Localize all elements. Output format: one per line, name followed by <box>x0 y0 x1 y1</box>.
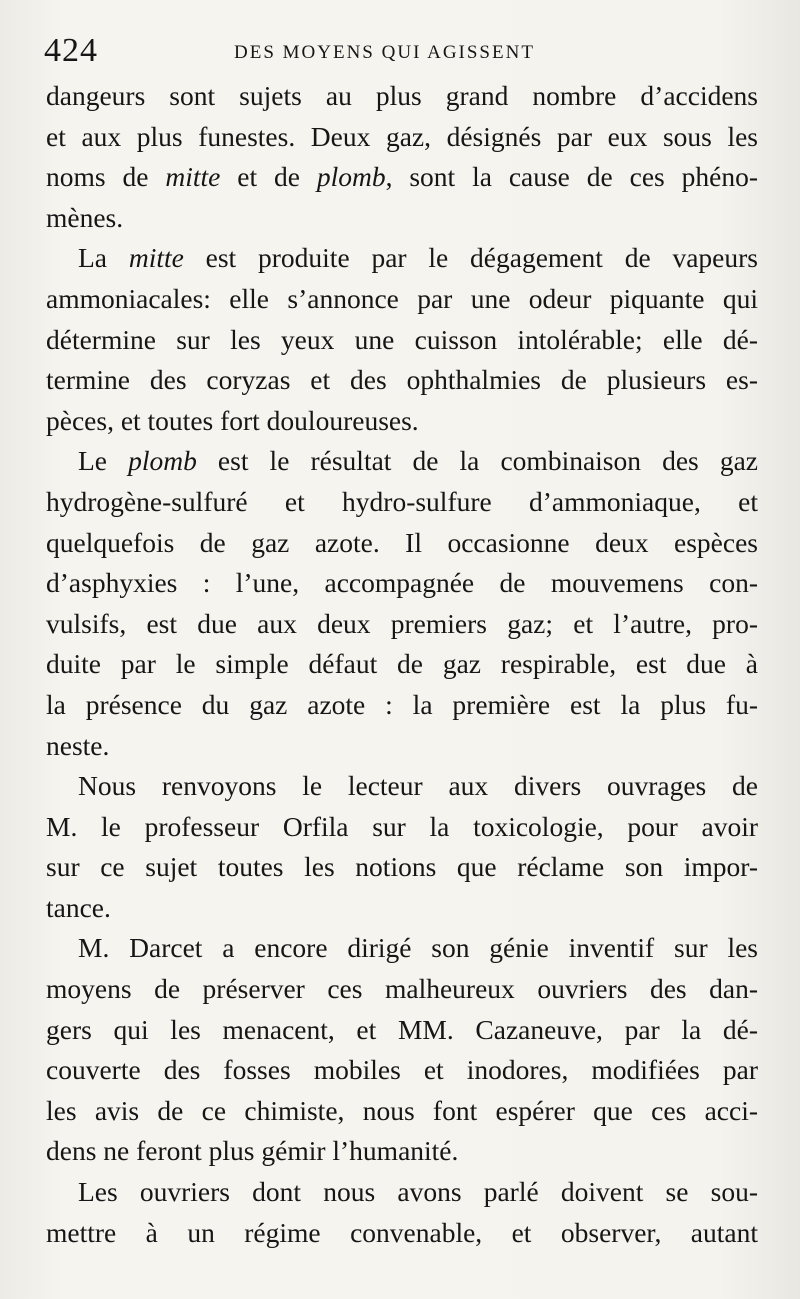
text-line <box>46 726 758 767</box>
italic-term: mitte <box>128 242 184 274</box>
text-run: dens ne feront plus gémir l’humanité. <box>46 1135 459 1167</box>
text-run: pèces, et toutes fort douloureuses. <box>46 404 419 436</box>
text-line <box>46 523 758 564</box>
text-run: La <box>78 242 129 274</box>
text-line <box>46 401 758 442</box>
text-run: est produite par le dégagement de vapeurs <box>183 242 758 274</box>
text-line <box>46 441 758 482</box>
text-run: noms de <box>46 161 166 193</box>
text-line <box>46 685 758 726</box>
text-line <box>46 279 758 320</box>
text-run: dangeurs sont sujets au plus grand nombre d’accidens <box>46 80 758 111</box>
text-run: M. le professeur Orfila sur la toxicologie, pour avoir <box>46 810 758 842</box>
text-run: vulsifs, est due aux deux premiers gaz; et l’autre, pro- <box>46 607 758 639</box>
text-run: Nous renvoyons le lecteur aux divers ouvrages de <box>78 770 758 802</box>
running-head: DES MOYENS QUI AGISSENT <box>234 42 535 63</box>
text-line <box>46 157 758 198</box>
text-line <box>46 1172 758 1213</box>
text-line <box>46 320 758 361</box>
text-run: M. Darcet a encore dirigé son génie inventif sur les <box>78 932 758 964</box>
page-header <box>44 30 754 80</box>
text-line <box>46 482 758 523</box>
body-text <box>46 76 758 1253</box>
text-run: les avis de ce chimiste, nous font espérer que ces acci- <box>46 1094 758 1126</box>
text-line <box>46 888 758 929</box>
italic-term: plomb <box>128 445 197 477</box>
text-run: détermine sur les yeux une cuisson intolérable; elle dé- <box>46 323 758 355</box>
text-line <box>46 766 758 807</box>
page-number: 424 <box>44 32 98 69</box>
text-line <box>46 644 758 685</box>
text-line <box>46 238 758 279</box>
text-run: est le résultat de la combinaison des gaz <box>196 445 758 477</box>
text-line <box>46 360 758 401</box>
text-run: ammoniacales: elle s’annonce par une odeur piquante qui <box>46 282 758 314</box>
text-line <box>46 198 758 239</box>
text-run: d’asphyxies : l’une, accompagnée de mouvemens con- <box>46 567 758 599</box>
text-run: moyens de préserver ces malheureux ouvriers des dan- <box>46 973 758 1005</box>
text-line <box>46 969 758 1010</box>
text-run: Les ouvriers dont nous avons parlé doivent se sou- <box>78 1176 758 1208</box>
text-run: hydrogène-sulfuré et hydro-sulfure d’ammoniaque, et <box>46 485 758 517</box>
text-run: gers qui les menacent, et MM. Cazaneuve, par la dé- <box>46 1013 758 1045</box>
text-line <box>46 807 758 848</box>
text-line <box>46 563 758 604</box>
text-line <box>46 928 758 969</box>
text-line <box>46 1131 758 1172</box>
text-run: neste. <box>46 729 110 761</box>
text-run: duite par le simple défaut de gaz respirable, est due à <box>46 648 758 680</box>
text-run: et de <box>220 161 317 193</box>
text-run: mènes. <box>46 201 124 233</box>
text-line <box>46 1091 758 1132</box>
text-run: la présence du gaz azote : la première est la plus fu- <box>46 688 758 720</box>
text-run: sur ce sujet toutes les notions que réclame son impor- <box>46 851 758 883</box>
text-line <box>46 1010 758 1051</box>
text-run: couverte des fosses mobiles et inodores, modifiées par <box>46 1054 758 1086</box>
text-run: mettre à un régime convenable, et observer, autant <box>46 1216 758 1248</box>
text-line <box>46 604 758 645</box>
text-run: , sont la cause de ces phéno- <box>385 161 758 193</box>
text-run: Le <box>78 445 129 477</box>
text-run: quelquefois de gaz azote. Il occasionne deux espèces <box>46 526 758 558</box>
italic-term: mitte <box>165 161 221 193</box>
text-line <box>46 847 758 888</box>
text-line <box>46 1050 758 1091</box>
italic-term: plomb <box>316 161 386 193</box>
text-line <box>46 1213 758 1254</box>
text-line <box>46 117 758 158</box>
text-run: et aux plus funestes. Deux gaz, désignés par eux sous les <box>46 120 758 152</box>
text-run: termine des coryzas et des ophthalmies de plusieurs es- <box>46 364 758 396</box>
text-run: tance. <box>46 891 111 923</box>
text-line <box>46 76 758 117</box>
